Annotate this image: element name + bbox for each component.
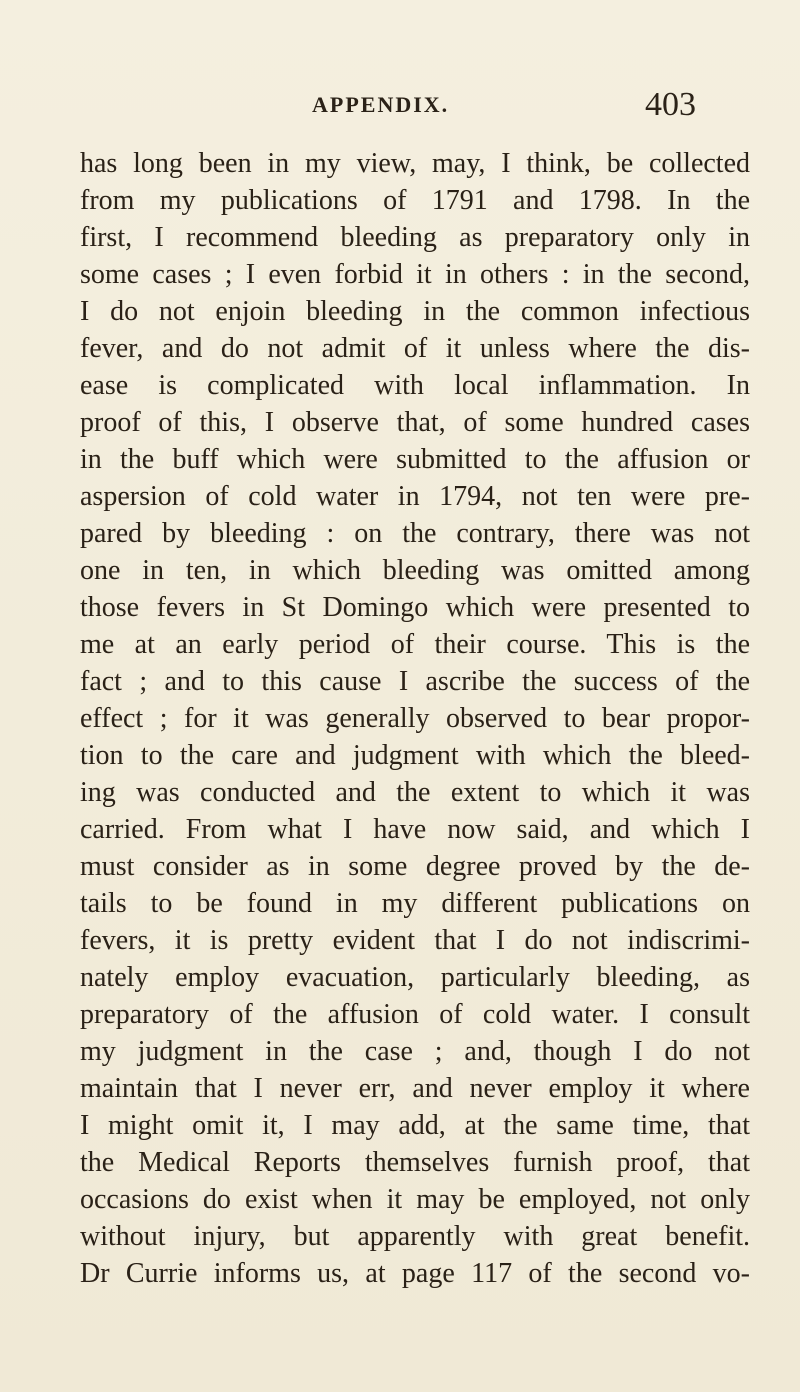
text-line: in the buff which were submitted to the affusion or: [80, 444, 750, 475]
text-line: from my publications of 1791 and 1798. In the: [80, 185, 750, 216]
text-line: carried. From what I have now said, and which I: [80, 814, 750, 845]
text-line: fever, and do not admit of it unless where the dis-: [80, 333, 750, 364]
text-line: tails to be found in my different publications on: [80, 888, 750, 919]
text-line: fevers, it is pretty evident that I do not indiscrimi-: [80, 925, 750, 956]
text-line: effect ; for it was generally observed to bear propor-: [80, 703, 750, 734]
text-line: without injury, but apparently with great benefit.: [80, 1221, 750, 1252]
text-line: has long been in my view, may, I think, be collected: [80, 148, 750, 179]
text-line: aspersion of cold water in 1794, not ten were pre-: [80, 481, 750, 512]
text-line: me at an early period of their course. This is the: [80, 629, 750, 660]
text-line: pared by bleeding : on the contrary, there was not: [80, 518, 750, 549]
text-line: I might omit it, I may add, at the same time, that: [80, 1110, 750, 1141]
text-line: fact ; and to this cause I ascribe the success of the: [80, 666, 750, 697]
text-line: preparatory of the affusion of cold water. I consult: [80, 999, 750, 1030]
text-line: one in ten, in which bleeding was omitted among: [80, 555, 750, 586]
page-header: [0, 86, 800, 132]
page-number: 403: [645, 86, 696, 123]
text-line: proof of this, I observe that, of some hundred cases: [80, 407, 750, 438]
text-line: must consider as in some degree proved by the de-: [80, 851, 750, 882]
text-line: my judgment in the case ; and, though I do not: [80, 1036, 750, 1067]
text-line: occasions do exist when it may be employed, not only: [80, 1184, 750, 1215]
text-line: those fevers in St Domingo which were presented to: [80, 592, 750, 623]
text-line: ease is complicated with local inflammation. In: [80, 370, 750, 401]
text-line: first, I recommend bleeding as preparatory only in: [80, 222, 750, 253]
running-head: APPENDIX.: [312, 92, 450, 117]
text-line: Dr Currie informs us, at page 117 of the second vo-: [80, 1258, 750, 1289]
text-line: ing was conducted and the extent to which it was: [80, 777, 750, 808]
text-line: I do not enjoin bleeding in the common infectious: [80, 296, 750, 327]
text-line: some cases ; I even forbid it in others : in the second,: [80, 259, 750, 290]
text-line: nately employ evacuation, particularly bleeding, as: [80, 962, 750, 993]
text-line: maintain that I never err, and never employ it where: [80, 1073, 750, 1104]
text-line: the Medical Reports themselves furnish proof, that: [80, 1147, 750, 1178]
text-line: tion to the care and judgment with which the bleed-: [80, 740, 750, 771]
